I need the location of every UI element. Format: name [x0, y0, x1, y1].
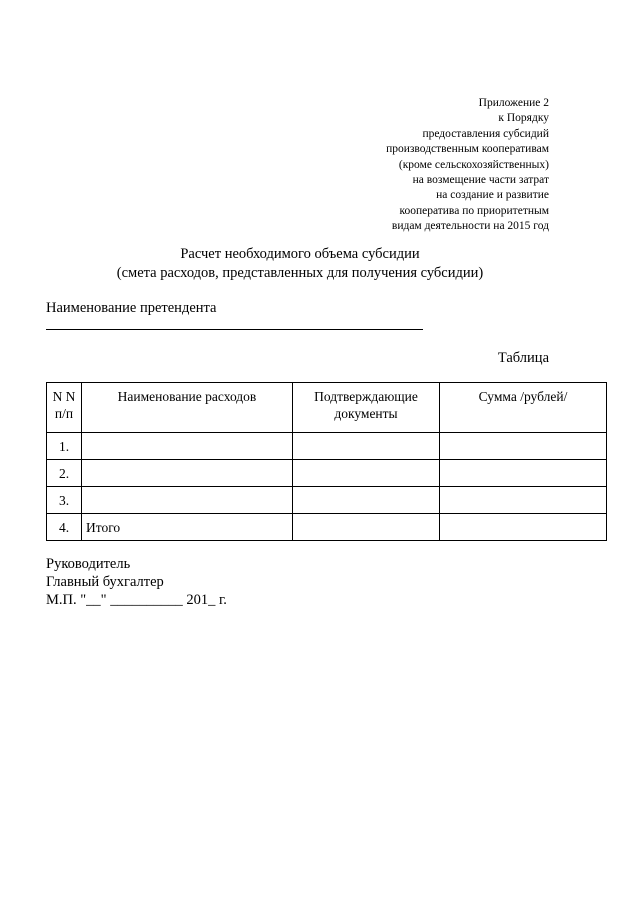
- head-signature-label: Руководитель: [46, 556, 131, 572]
- row-supporting-docs: [293, 460, 440, 487]
- applicant-label: Наименование претендента: [46, 300, 217, 316]
- header-expense-name: Наименование расходов: [82, 383, 293, 433]
- table-row: [47, 433, 607, 460]
- row-expense-name: [82, 460, 293, 487]
- annex-line: к Порядку: [498, 112, 549, 125]
- row-total-label: Итого: [82, 514, 293, 541]
- table-caption: Таблица: [497, 350, 549, 366]
- table-row-total: [47, 514, 607, 541]
- annex-line: видам деятельности на 2015 год: [391, 220, 549, 233]
- annex-line: (кроме сельскохозяйственных): [398, 158, 549, 171]
- header-num: N N п/п: [47, 383, 82, 433]
- annex-line: производственным кооперативам: [386, 143, 549, 156]
- row-amount: [440, 460, 607, 487]
- row-supporting-docs: [293, 433, 440, 460]
- row-amount: [440, 433, 607, 460]
- annex-line: предоставления субсидий: [422, 127, 549, 140]
- title-line-2: (смета расходов, представленных для получения субсидии): [116, 265, 484, 281]
- annex-header: [386, 96, 549, 235]
- document-title: [0, 245, 600, 283]
- signature-block: [46, 555, 227, 609]
- header-supporting-docs: Подтверждающие документы: [293, 383, 440, 433]
- stamp-date-line: М.П. "__" __________ 201_ г.: [46, 592, 227, 608]
- applicant-name-line: [46, 329, 423, 330]
- expenses-table: [46, 382, 607, 541]
- row-expense-name: [82, 487, 293, 514]
- header-amount: Сумма /рублей/: [440, 383, 607, 433]
- annex-line: на создание и развитие: [436, 189, 549, 202]
- table-row: [47, 460, 607, 487]
- row-num: 2.: [47, 460, 82, 487]
- title-line-1: Расчет необходимого объема субсидии: [180, 246, 420, 262]
- row-amount: [440, 487, 607, 514]
- row-num: 1.: [47, 433, 82, 460]
- annex-line: на возмещение части затрат: [412, 174, 549, 187]
- row-num: 3.: [47, 487, 82, 514]
- table-row: [47, 487, 607, 514]
- accountant-signature-label: Главный бухгалтер: [46, 574, 164, 590]
- annex-line: кооператива по приоритетным: [399, 204, 549, 217]
- table-header-row: [47, 383, 607, 433]
- row-amount: [440, 514, 607, 541]
- row-supporting-docs: [293, 514, 440, 541]
- annex-line: Приложение 2: [478, 97, 549, 109]
- row-num: 4.: [47, 514, 82, 541]
- row-expense-name: [82, 433, 293, 460]
- row-supporting-docs: [293, 487, 440, 514]
